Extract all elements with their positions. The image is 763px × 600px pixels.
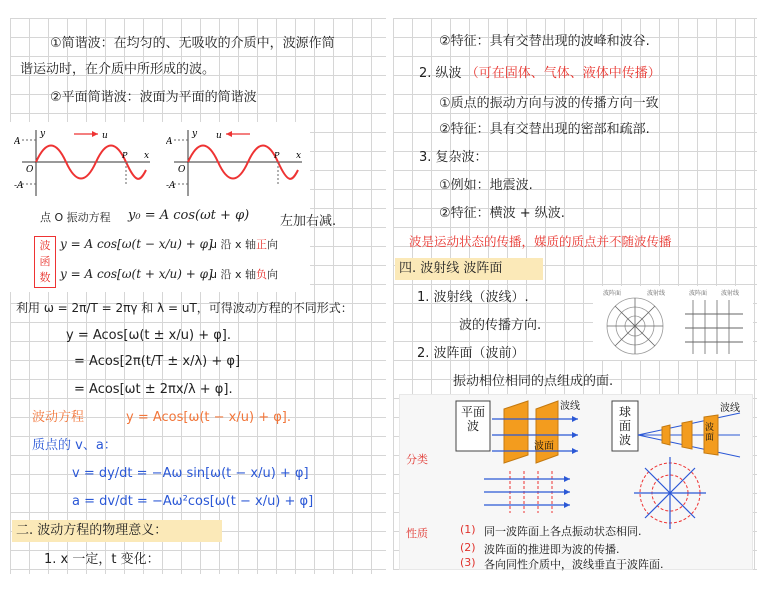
sketch-front-b: 波阵面 <box>689 290 708 297</box>
section2-title: 二. 波动方程的物理意义： <box>16 523 168 538</box>
item1-x-fixed: 1. x 一定，t 变化： <box>44 552 160 567</box>
longitudinal-point-1: ①质点的振动方向与波的传播方向一致 <box>439 96 659 111</box>
simple-harmonic-wave-def-line1: ①简谐波：在均匀的、无吸收的介质中，波源作简 <box>50 36 335 51</box>
spherical-wave-label: 球面波 <box>618 405 631 447</box>
plane-front-label: 波面 <box>534 441 554 452</box>
complex-wave-example: ①例如：地震波. <box>439 178 533 193</box>
wave-eq-positive: y = A cos[ω(t − x/u) + φ] <box>60 237 213 251</box>
wave-ray-desc: 波的传播方向. <box>459 318 542 333</box>
wave-graph-left <box>14 126 154 198</box>
sphere-ray-label: 波线 <box>720 403 740 414</box>
graph1-origin: O <box>26 165 34 175</box>
velocity-eq: v = dy/dt = −Aω sin[ω(t − x/u) + φ] <box>72 466 309 481</box>
plane-harmonic-wave-def: ②平面简谐波：波面为平面的简谐波 <box>50 90 257 105</box>
particle-va-label: 质点的 v、a： <box>32 438 117 453</box>
textbook-figure-box <box>10 122 310 292</box>
wavefront-classification-card <box>399 394 753 570</box>
wave-graph-right <box>166 126 306 198</box>
longitudinal-wave-title: 2. 纵波 （可在固体、气体、液体中传播） <box>419 66 661 81</box>
classify-label: 分类 <box>406 453 428 466</box>
wave-equation: y = Acos[ω(t − x/u) + φ]. <box>126 410 291 425</box>
graph1-x: x <box>144 151 150 161</box>
wave-eq-form-2: = Acos[2π(t/T ± x/λ) + φ] <box>74 354 241 369</box>
graph1-y: y <box>40 129 46 139</box>
plane-ray-label: 波线 <box>560 401 580 412</box>
point-o-eq: y₀ = A cos(ωt + φ) <box>128 208 250 223</box>
wave-function-label: 波函数 <box>39 239 51 284</box>
property-label: 性质 <box>406 527 428 540</box>
left-note-page <box>10 18 386 574</box>
acceleration-eq: a = dv/dt = −Aω²cos[ω(t − x/u) + φ] <box>72 494 314 509</box>
wave-eq-negative: y = A cos[ω(t + x/u) + φ] <box>60 267 213 281</box>
graph1-neg-a-label: -A <box>14 181 24 191</box>
sphere-front-label: 波面 <box>705 423 715 443</box>
left-add-right-subtract-note: 左加右减. <box>280 214 337 229</box>
wavefront-sketch-box <box>593 286 753 360</box>
transverse-feature: ②特征：具有交替出现的波峰和波谷. <box>439 34 650 49</box>
property-1-num: (1) <box>460 523 476 536</box>
graph2-x: x <box>296 151 302 161</box>
wave-ray-title: 1. 波射线（波线）. <box>417 290 529 305</box>
sketch-ray-b: 波射线 <box>721 290 740 297</box>
sketch-ray-a: 波射线 <box>647 290 666 297</box>
plane-wave-label: 平面波 <box>460 405 485 433</box>
section4-title: 四. 波射线 波阵面 <box>399 261 503 276</box>
sketch-front-a: 波阵面 <box>603 290 622 297</box>
wave-eq-positive-dir: u 沿 x 轴正向 <box>210 238 278 251</box>
graph1-a-label: A <box>14 137 21 147</box>
graph2-p: P <box>274 151 280 160</box>
graph2-origin: O <box>178 165 186 175</box>
wavefront-sketch <box>593 286 753 360</box>
simple-harmonic-wave-def-line2: 谐运动时，在介质中所形成的波。 <box>20 62 216 77</box>
graph2-y: y <box>192 129 198 139</box>
property-2-num: (2) <box>460 541 476 554</box>
wave-eq-negative-dir: u 沿 x 轴负向 <box>210 268 278 281</box>
wave-propagation-note: 波是运动状态的传播，媒质的质点并不随波传播 <box>409 234 672 249</box>
graph1-u: u <box>102 131 108 141</box>
right-note-page <box>393 18 757 570</box>
property-3-num: (3) <box>460 556 476 569</box>
wavefront-desc: 振动相位相同的点组成的面. <box>453 374 614 389</box>
wavefront-title: 2. 波阵面（波前） <box>417 346 525 361</box>
omega-substitution-line: 利用 ω = 2π/T = 2πγ 和 λ = uT，可得波动方程的不同形式： <box>16 301 353 315</box>
graph1-p: P <box>122 151 128 160</box>
longitudinal-point-2: ②特征：具有交替出现的密部和疏部. <box>439 122 650 137</box>
property-1: 同一波阵面上各点振动状态相同. <box>484 525 642 538</box>
property-2: 波阵面的推进即为波的传播. <box>484 543 620 556</box>
wave-equation-label: 波动方程 <box>32 410 85 425</box>
graph2-neg-a-label: -A <box>166 181 176 191</box>
complex-wave-feature: ②特征：横波 + 纵波. <box>439 206 565 221</box>
complex-wave-title: 3. 复杂波： <box>419 150 488 165</box>
graph2-a-label: A <box>166 137 173 147</box>
wave-eq-form-1: y = Acos[ω(t ± x/u) + φ]. <box>66 328 231 343</box>
property-3: 各向同性介质中，波线垂直于波阵面. <box>484 558 664 571</box>
point-o-eq-label: 点 O 振动方程 <box>40 211 111 224</box>
wave-eq-form-3: = Acos[ωt ± 2πx/λ + φ]. <box>74 382 233 397</box>
wave-function-box <box>34 236 56 288</box>
graph2-u: u <box>216 131 222 141</box>
